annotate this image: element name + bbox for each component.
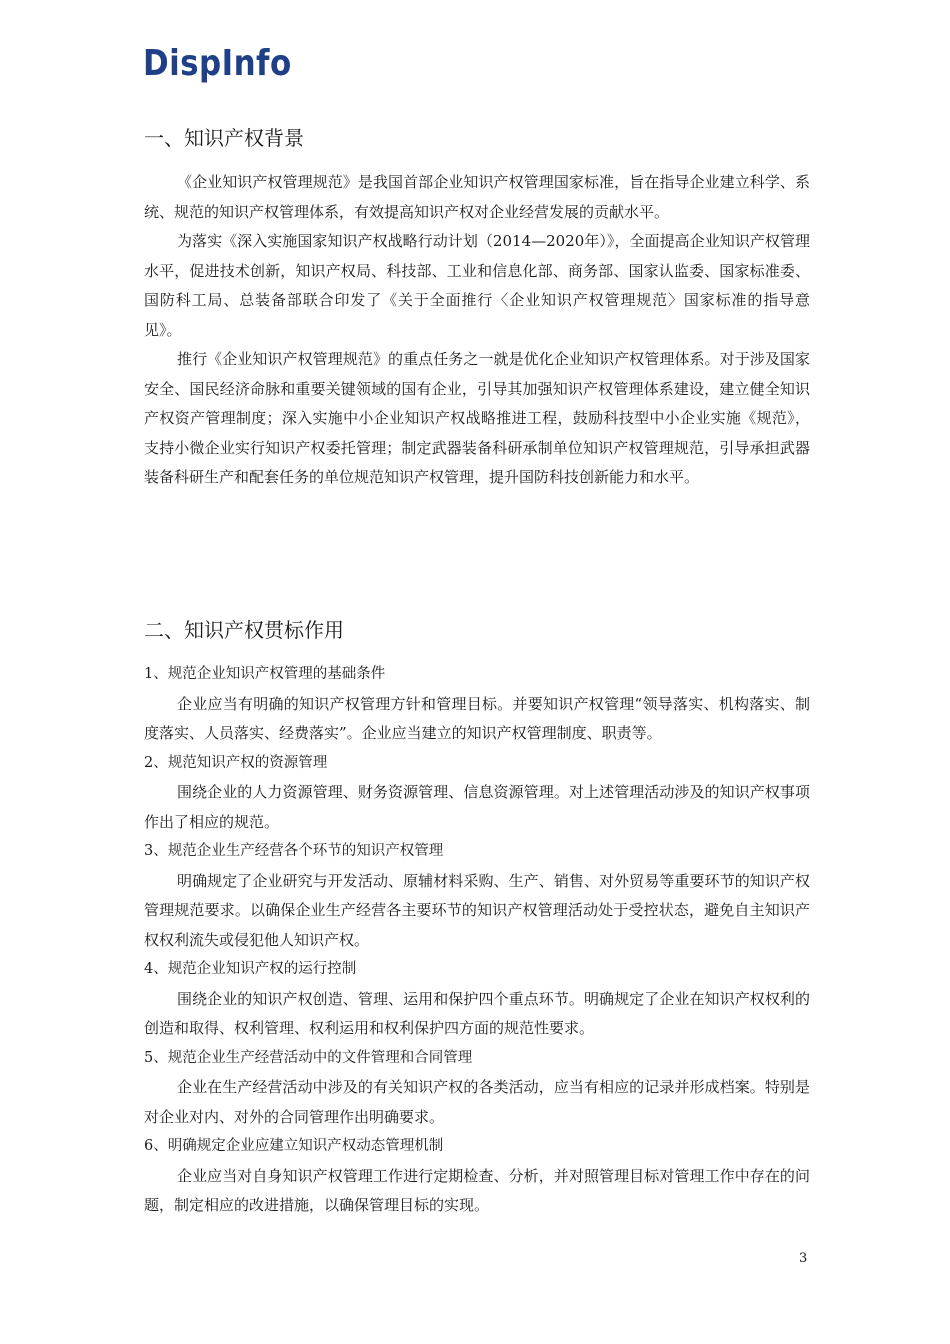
section-effects [144,616,810,1221]
item-heading: 2、规范知识产权的资源管理 [144,754,328,771]
item-body: 围绕企业的知识产权创造、管理、运用和保护四个重点环节。明确规定了企业在知识产权权利的创造和取得、权利管理、权利运用和权利保护四方面的规范性要求。 [144,989,810,1037]
section-title: 一、知识产权背景 [144,126,304,150]
paragraph: 《企业知识产权管理规范》是我国首部企业知识产权管理国家标准，旨在指导企业建立科学、系统、规范的知识产权管理体系，有效提高知识产权对企业经营发展的贡献水平。 [144,173,810,221]
item-body: 企业应当有明确的知识产权管理方针和管理目标。并要知识产权管理“领导落实、机构落实、制度落实、人员落实、经费落实”。企业应当建立的知识产权管理制度、职责等。 [144,694,810,742]
item-body: 明确规定了企业研究与开发活动、原辅材料采购、生产、销售、对外贸易等重要环节的知识产权管理规范要求。以确保企业生产经营各主要环节的知识产权管理活动处于受控状态，避免自主知识产权权利流失或侵犯他人知识产权。 [144,871,810,949]
paragraph: 推行《企业知识产权管理规范》的重点任务之一就是优化企业知识产权管理体系。对于涉及国家安全、国民经济命脉和重要关键领域的国有企业，引导其加强知识产权管理体系建设，建立健全知识产权资产管理制度；深入实施中小企业知识产权战略推进工程，鼓励科技型中小企业实施《规范》，支持小微企业实行知识产权委托管理；制定武器装备科研承制单位知识产权管理规范，引导承担武器装备科研生产和配套任务的单位规范知识产权管理，提升国防科技创新能力和水平。 [144,350,810,486]
item-heading: 6、明确规定企业应建立知识产权动态管理机制 [144,1138,444,1154]
section-title: 二、知识产权贯标作用 [144,618,344,642]
item-heading: 3、规范企业生产经营各个环节的知识产权管理 [144,843,444,859]
company-logo: DispInfo [143,43,292,84]
item-body: 围绕企业的人力资源管理、财务资源管理、信息资源管理。对上述管理活动涉及的知识产权事项作出了相应的规范。 [144,783,810,831]
item-heading: 5、规范企业生产经营活动中的文件管理和合同管理 [144,1049,473,1066]
item-body: 企业应当对自身知识产权管理工作进行定期检查、分析，并对照管理目标对管理工作中存在的问题，制定相应的改进措施，以确保管理目标的实现。 [144,1166,810,1214]
section-background [144,124,810,493]
page-number: 3 [799,1251,808,1266]
item-heading: 1、规范企业知识产权管理的基础条件 [144,666,386,682]
item-heading: 4、规范企业知识产权的运行控制 [144,961,357,977]
item-body: 企业在生产经营活动中涉及的有关知识产权的各类活动，应当有相应的记录并形成档案。特别是对企业对内、对外的合同管理作出明确要求。 [144,1078,810,1126]
paragraph: 为落实《深入实施国家知识产权战略行动计划（2014—2020年）》，全面提高企业知识产权管理水平，促进技术创新，知识产权局、科技部、工业和信息化部、商务部、国家认监委、国家标准委、国防科工局、总装备部联合印发了《关于全面推行〈企业知识产权管理规范〉国家标准的指导意见》。 [144,232,810,339]
